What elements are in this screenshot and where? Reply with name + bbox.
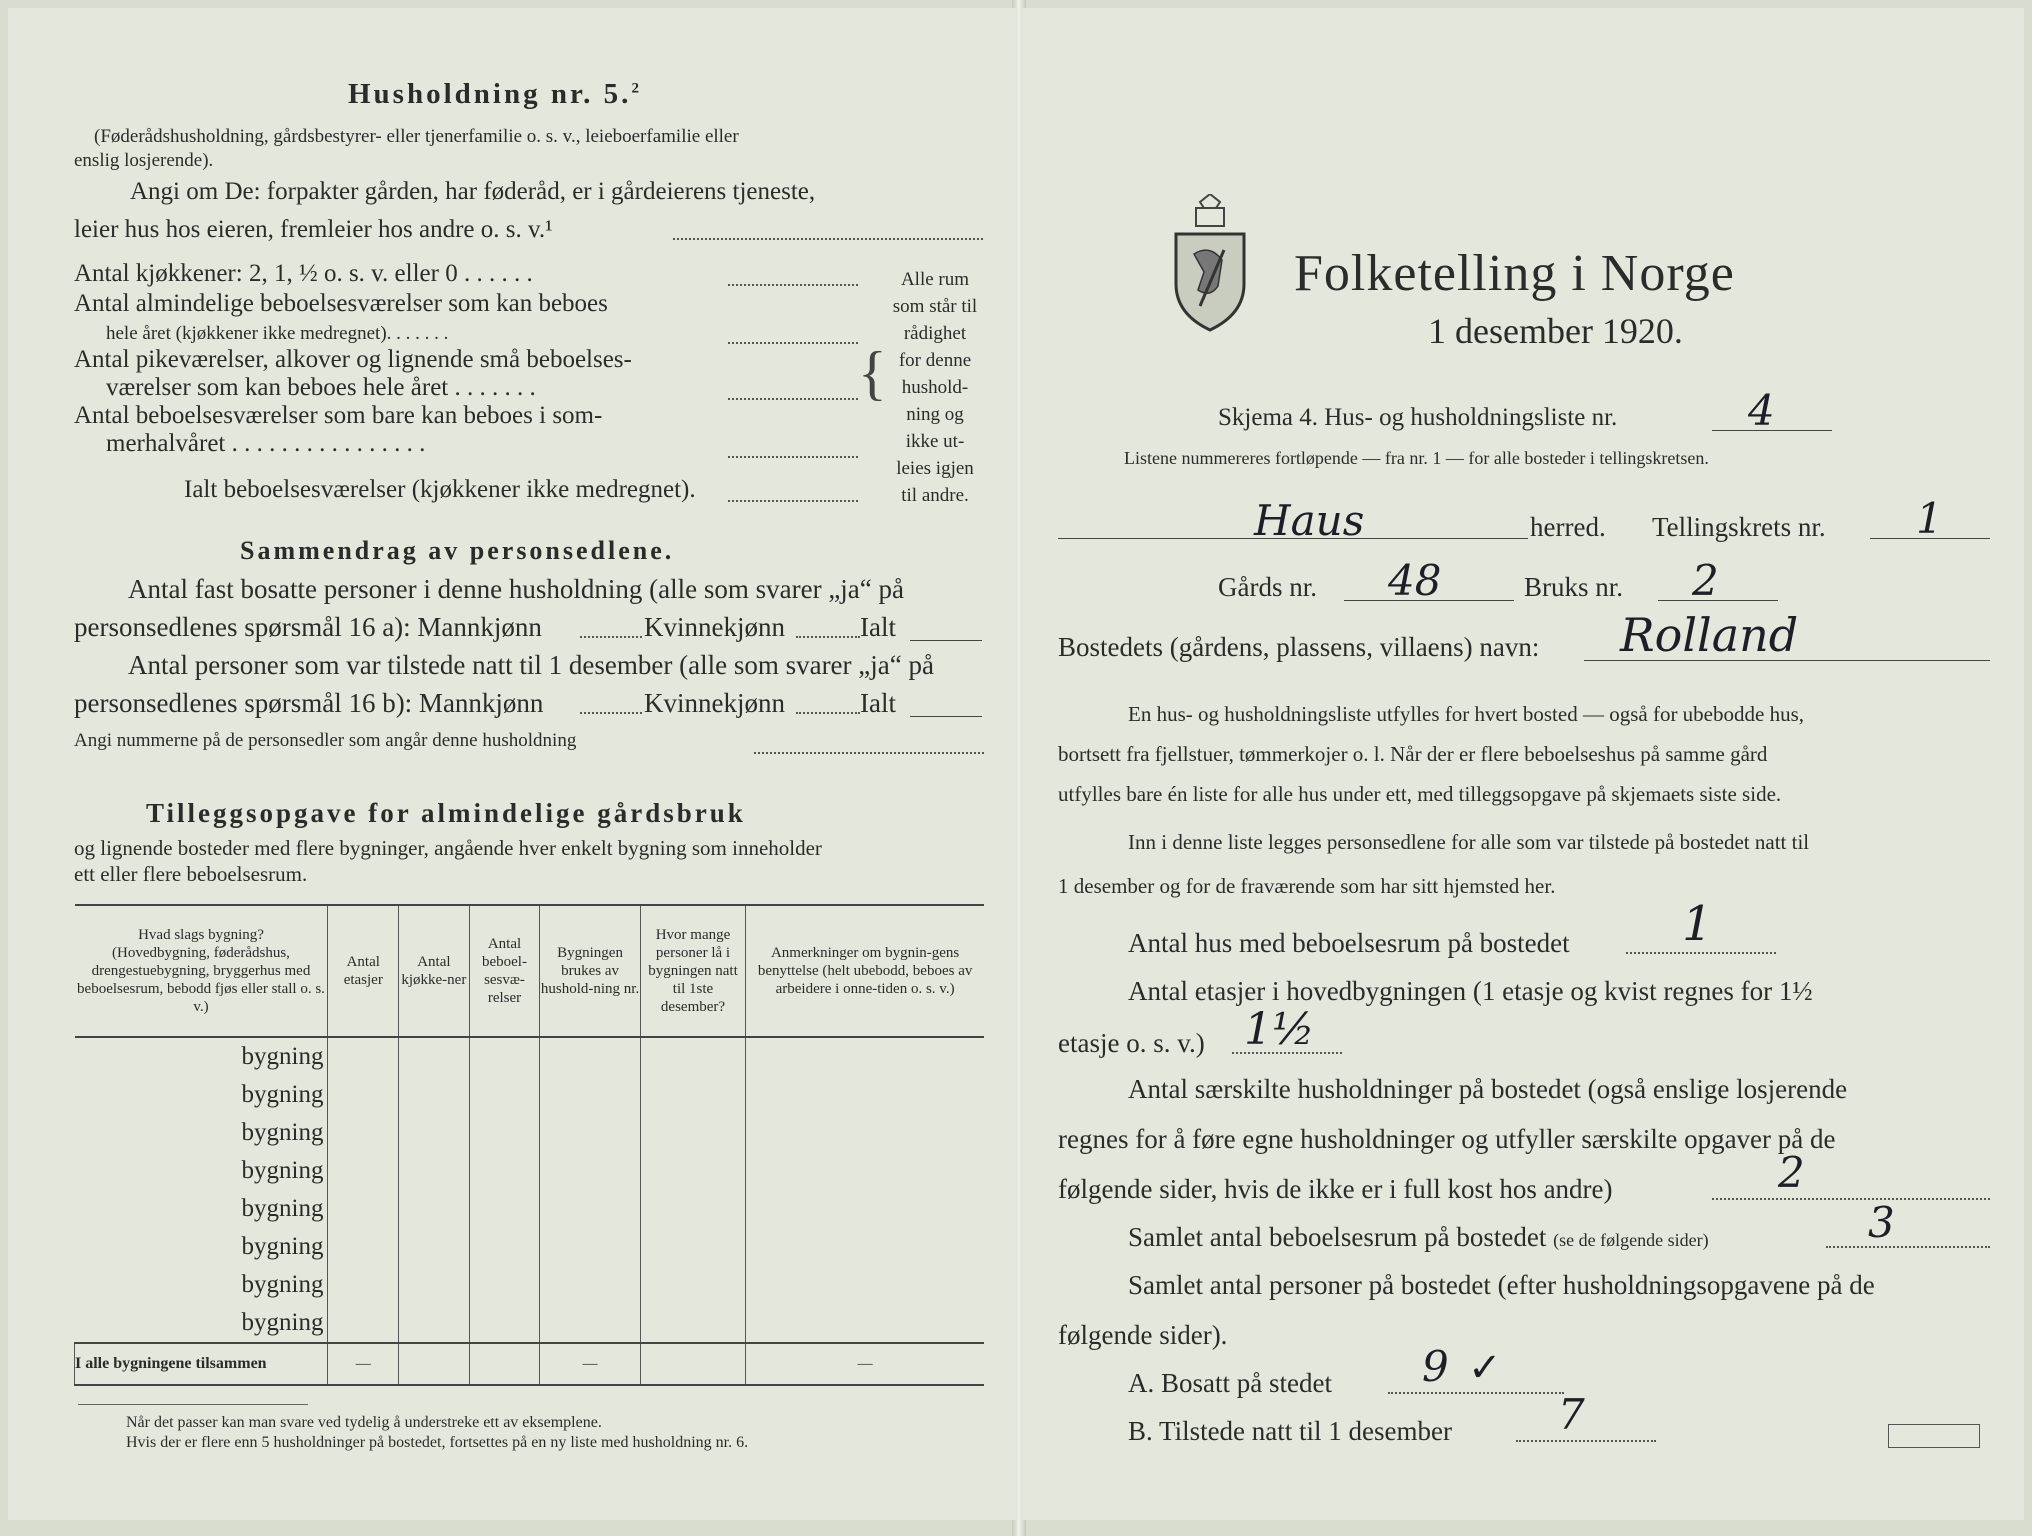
printer-stamp	[1888, 1424, 1980, 1448]
q-rum-line	[1826, 1246, 1990, 1248]
rooms-total-line	[728, 500, 858, 502]
footnote-1: Når det passer kan man svare ved tydelig å understreke ett av eksemplene.	[126, 1414, 602, 1431]
sammendrag-a-2: personsedlenes spørsmål 16 a): Mannkjønn	[74, 612, 542, 642]
col-kitchens: Antal kjøkke-ner	[399, 905, 470, 1037]
intro-line-1: (Føderådshusholdning, gårdsbestyrer- eller tjenerfamilie o. s. v., leieboerfamilie eller	[94, 126, 739, 147]
bruks-label: Bruks nr.	[1524, 572, 1624, 602]
b-value: 7	[1558, 1390, 1585, 1439]
rooms-maid-1: Antal pikeværelser, alkover og lignende små beboelses-	[74, 346, 632, 373]
herred-value: Haus	[1254, 496, 1365, 545]
sum-dash: —	[328, 1343, 399, 1385]
table-row	[75, 1076, 985, 1114]
row-label: bygning	[241, 1233, 324, 1260]
table-sum-row	[75, 1343, 985, 1385]
q-pers-1: Samlet antal personer på bostedet (efter husholdningsopgavene på de	[1128, 1270, 1875, 1300]
rooms-maid-line	[728, 398, 858, 400]
table-row	[75, 1114, 985, 1152]
gards-label: Gårds nr.	[1218, 572, 1317, 602]
sammendrag-b-kvinne: Kvinnekjønn	[644, 688, 785, 718]
gards-value: 48	[1388, 556, 1442, 605]
table-row	[75, 1037, 985, 1076]
tillegg-title: Tilleggsopgave for almindelige gårdsbruk	[146, 798, 746, 828]
instruction-4: Inn i denne liste legges personsedlene for alle som var tilstede på bostedet natt til	[1128, 830, 1810, 854]
skjema-nr: 4	[1748, 386, 1775, 435]
col-remarks: Anmerkninger om bygnin-gens benyttelse (helt ubebodd, beboes av arbeidere i onne-tiden o. s. v.)	[746, 905, 984, 1037]
q-rum	[1128, 1222, 1709, 1253]
row-label: bygning	[241, 1195, 324, 1222]
sammendrag-b-kvinne-line	[796, 712, 860, 714]
household-title	[348, 78, 642, 111]
row-label: bygning	[241, 1271, 324, 1298]
col-persons: Hvor mange personer lå i bygningen natt til 1ste desember?	[640, 905, 745, 1037]
sammendrag-b-ialt: Ialt	[860, 688, 896, 718]
tillegg-line-2: ett eller flere beboelsesrum.	[74, 862, 308, 886]
building-table-header	[75, 905, 985, 1037]
sammendrag-b-1: Antal personer som var tilstede natt til 1 desember (alle som svarer „ja“ på	[128, 650, 934, 680]
brace-note-line: leies igjen	[896, 458, 974, 479]
q-rum-note: (se de følgende sider)	[1553, 1230, 1709, 1250]
q-hush-1: Antal særskilte husholdninger på bostedet (også enslige losjerende	[1128, 1074, 1848, 1104]
sammendrag-a-1: Antal fast bosatte personer i denne husholdning (alle som svarer „ja“ på	[128, 574, 904, 604]
sammendrag-b-mann-line	[580, 712, 642, 714]
sammendrag-a-kvinne: Kvinnekjønn	[644, 612, 785, 642]
rooms-summer-line	[728, 456, 858, 458]
herred-label: herred.	[1530, 512, 1606, 542]
q-hus-line	[1626, 952, 1776, 954]
sammendrag-title: Sammendrag av personsedlene.	[240, 536, 675, 565]
census-date: 1 desember 1920.	[1428, 311, 1683, 351]
rooms-kitchens: Antal kjøkkener: 2, 1, ½ o. s. v. eller 0 . . . . . .	[74, 260, 533, 287]
bosted-value: Rolland	[1620, 608, 1799, 662]
sammendrag-a-kvinne-line	[796, 636, 860, 638]
row-label: bygning	[241, 1157, 324, 1184]
angi-nummerne: Angi nummerne på de personsedler som angår denne husholdning	[74, 730, 577, 751]
krets-value: 1	[1916, 494, 1943, 543]
rooms-ordinary-1: Antal almindelige beboelsesværelser som kan beboes	[74, 290, 608, 317]
q-hush-3: følgende sider, hvis de ikke er i full kost hos andre)	[1058, 1174, 1613, 1204]
sammendrag-b-ialt-line	[910, 716, 982, 717]
footnote-2: Hvis der er flere enn 5 husholdninger på bostedet, fortsettes på en ny liste med husholdning nr. 6.	[126, 1434, 749, 1451]
household-title-footnote: 2	[631, 80, 642, 97]
brace-note-line: hushold-	[901, 377, 969, 398]
row-label: bygning	[241, 1081, 324, 1108]
a-value: 9	[1422, 1342, 1449, 1391]
q-hus-value: 1	[1682, 896, 1713, 952]
b-line	[1516, 1440, 1656, 1442]
brace-note-line: ikke ut-	[905, 431, 965, 452]
brace-note-line: Alle rum	[900, 269, 970, 290]
rooms-summer-1: Antal beboelsesværelser som bare kan beboes i som-	[74, 402, 603, 429]
household-title-text: Husholdning nr. 5.	[348, 78, 632, 110]
sammendrag-a-mann-line	[580, 636, 642, 638]
col-building-type: Hvad slags bygning? (Hovedbygning, føderådshus, drengestuebygning, bryggerhus med beboelsesrum, bebodd fjøs eller stall o. s. v.)	[75, 905, 328, 1037]
tillegg-line-1: og lignende bosteder med flere bygninger, angående hver enkelt bygning som inneholder	[74, 836, 822, 860]
q-rum-label: Samlet antal beboelsesrum på bostedet	[1128, 1222, 1547, 1252]
krets-label: Tellingskrets nr.	[1652, 512, 1826, 542]
sammendrag-b-2: personsedlenes spørsmål 16 b): Mannkjønn	[74, 688, 544, 718]
col-floors: Antal etasjer	[328, 905, 399, 1037]
q-hush-2: regnes for å føre egne husholdninger og utfyller særskilte opgaver på de	[1058, 1124, 1836, 1154]
rooms-ordinary-line	[728, 342, 858, 344]
sammendrag-a-ialt: Ialt	[860, 612, 896, 642]
coat-of-arms-icon	[1170, 194, 1250, 334]
instruction-1: En hus- og husholdningsliste utfylles for hvert bosted — også for ubebodde hus,	[1128, 702, 1804, 726]
b-label: B. Tilstede natt til 1 desember	[1128, 1416, 1452, 1446]
intro-line-2: enslig losjerende).	[74, 150, 214, 171]
row-label: bygning	[241, 1043, 324, 1070]
a-line	[1388, 1392, 1564, 1394]
table-row	[75, 1228, 985, 1266]
rooms-maid-2: værelser som kan beboes hele året . . . . . . .	[106, 374, 536, 401]
sum-label: I alle bygningene tilsammen	[75, 1343, 328, 1385]
q-etasjer-1: Antal etasjer i hovedbygningen (1 etasje og kvist regnes for 1½	[1128, 976, 1813, 1006]
q-hush-value: 2	[1778, 1148, 1805, 1197]
q-rum-value: 3	[1868, 1198, 1895, 1247]
brace-note-line: ning og	[906, 404, 964, 425]
skjema-label: Skjema 4. Hus- og husholdningsliste nr.	[1218, 404, 1618, 431]
listene-note: Listene nummereres fortløpende — fra nr. 1 — for alle bosteder i tellingskretsen.	[1124, 448, 1709, 468]
sum-dash: —	[746, 1343, 984, 1385]
col-household: Bygningen brukes av hushold-ning nr.	[540, 905, 641, 1037]
angi-line-1: Angi om De: forpakter gården, har føderåd, er i gårdeierens tjeneste,	[130, 178, 816, 205]
checkmark-icon: ✓	[1468, 1345, 1502, 1390]
brace-note	[880, 266, 990, 509]
brace-note-line: rådighet	[903, 323, 967, 344]
angi-line-2: leier hus hos eieren, fremleier hos andre o. s. v.¹	[74, 216, 553, 243]
instruction-5: 1 desember og for de fraværende som har sitt hjemsted her.	[1058, 874, 1556, 898]
a-label: A. Bosatt på stedet	[1128, 1368, 1332, 1398]
brace-note-line: for denne	[898, 350, 972, 371]
rooms-summer-2: merhalvåret . . . . . . . . . . . . . . . .	[106, 430, 426, 457]
sum-dash: —	[540, 1343, 641, 1385]
rooms-kitchens-line	[728, 284, 858, 286]
bosted-label: Bostedets (gårdens, plassens, villaens) navn:	[1058, 632, 1540, 662]
table-row	[75, 1152, 985, 1190]
angi-answer-line	[673, 238, 983, 240]
q-etasjer-2: etasje o. s. v.)	[1058, 1028, 1205, 1058]
brace-note-line: til andre.	[901, 485, 969, 506]
building-table	[74, 904, 984, 1386]
right-page	[1022, 8, 2024, 1520]
row-label: bygning	[241, 1309, 324, 1336]
table-row	[75, 1304, 985, 1343]
brace-note-line: som står til	[892, 296, 978, 317]
table-row	[75, 1266, 985, 1304]
census-title: Folketelling i Norge	[1294, 245, 1735, 302]
instruction-3: utfylles bare én liste for alle hus under ett, med tilleggsopgave på skjemaets siste side.	[1058, 782, 1782, 806]
left-page	[8, 8, 1016, 1520]
row-label: bygning	[241, 1119, 324, 1146]
q-pers-2: følgende sider).	[1058, 1320, 1228, 1350]
q-etasjer-value: 1½	[1244, 1004, 1315, 1055]
rooms-total: Ialt beboelsesværelser (kjøkkener ikke medregnet).	[184, 476, 696, 503]
footnote-rule	[78, 1404, 308, 1405]
instruction-2: bortsett fra fjellstuer, tømmerkojer o. l. Når der er flere beboelseshus på samme gård	[1058, 742, 1768, 766]
q-hus: Antal hus med beboelsesrum på bostedet	[1128, 928, 1570, 958]
col-rooms: Antal beboel-sesvæ-relser	[469, 905, 540, 1037]
brace: {	[858, 340, 887, 406]
sammendrag-a-ialt-line	[910, 640, 982, 641]
bruks-value: 2	[1692, 556, 1719, 605]
table-row	[75, 1190, 985, 1228]
q-hush-line	[1712, 1198, 1990, 1200]
rooms-ordinary-2: hele året (kjøkkener ikke medregnet). . . . . . .	[106, 323, 449, 344]
angi-nummerne-line	[754, 752, 984, 754]
